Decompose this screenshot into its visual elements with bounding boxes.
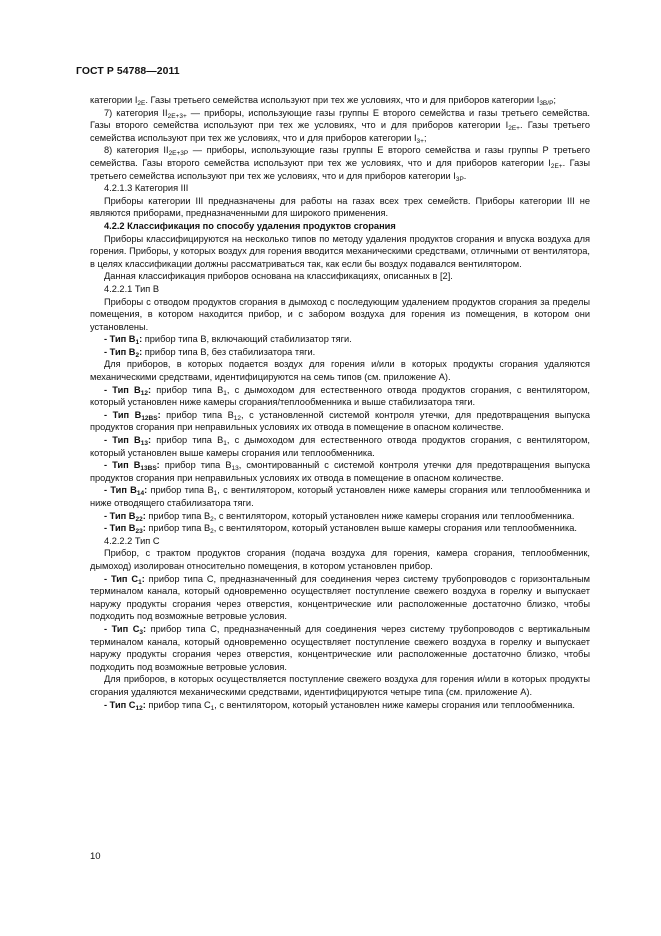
subscript-text: 1 — [223, 440, 227, 448]
paragraph — [90, 434, 590, 459]
subscript-text: 3B/P — [539, 100, 554, 107]
text-run: прибор типа С, предназначенный для соединения через систему трубопроводов с горизонтальным терминалом канала, который одновременно осуществляет поступление свежего воздуха в горелку и выпускает наружу продукты сгорания через отверстия, концентрические или расположенные достаточно близко, чтобы подходить под возможные ветровые условия. — [90, 573, 590, 622]
paragraph — [90, 409, 590, 434]
text-run: категории I — [90, 95, 138, 105]
text-run: . Газы третьего семейства используют при тех же условиях, что и для приборов категории I — [90, 157, 590, 181]
text-run: : — [144, 485, 148, 496]
paragraph — [90, 484, 590, 509]
paragraph — [90, 182, 590, 195]
text-run: , с установленной системой контроля утечки, для предотвращения выпуска продуктов сгорания при неправильных условиях их отвода в помещение в опасном количестве. — [90, 409, 590, 433]
subscript-text: 2E+ — [508, 125, 520, 133]
text-run: , с вентилятором, который установлен ниже камеры сгорания или теплообменника и ниже отводящего стабилизатора тяги. — [90, 485, 590, 508]
paragraph — [90, 459, 590, 484]
text-run: - Тип В — [104, 460, 141, 471]
subscript-text: 13 — [140, 440, 148, 448]
subscript-text: 3+ — [416, 137, 424, 145]
paragraph — [90, 573, 590, 623]
text-run: прибор типа В — [147, 485, 214, 496]
text-run: прибор типа В — [159, 460, 232, 471]
text-run: - Тип В — [104, 334, 136, 345]
subscript-text: 23 — [135, 528, 143, 536]
text-run: . Газы третьего семейства используют при тех же условиях, что и для приборов категории I — [145, 95, 540, 105]
text-run: : — [139, 346, 143, 357]
paragraph — [90, 94, 590, 107]
text-run: Прибор, с трактом продуктов сгорания (подача воздуха для горения, камера сгорания, теплообменник, дымоход) изолирован относительно помещения, в котором установлен прибор. — [90, 548, 590, 571]
text-run: прибор типа В — [145, 510, 211, 521]
text-run: , с вентилятором, который установлен выше камеры сгорания или теплообменника. — [213, 523, 577, 534]
text-run: : — [142, 523, 146, 534]
paragraph — [90, 333, 590, 346]
text-run: : — [156, 460, 160, 471]
subscript-text: 12 — [135, 704, 143, 712]
subscript-text: 3 — [139, 628, 144, 636]
subscript-text: 1 — [138, 578, 142, 586]
text-run: - Тип В — [104, 510, 136, 521]
subscript-text: 2 — [210, 515, 214, 523]
text-run: Приборы с отводом продуктов сгорания в дымоход с последующим удалением продуктов сгорания за пределы помещения, в котором находится прибор, и с забором воздуха для горения из помещения, в котором они установлены. — [90, 296, 590, 332]
text-run: , с дымоходом для естественного отвода продуктов сгорания, с вентилятором, который установлен ниже камеры сгорания/теплообменника и выше стабилизатора тяги. — [90, 384, 591, 408]
subscript-text: 3P — [455, 175, 464, 183]
text-run: прибор типа В — [151, 435, 224, 446]
text-run: - Тип С — [104, 623, 140, 634]
paragraph — [90, 384, 590, 409]
text-run: 4.2.1.3 Категория III — [104, 183, 189, 194]
text-run: : — [142, 699, 146, 710]
paragraph — [90, 195, 590, 220]
paragraph — [90, 283, 590, 296]
page-number: 10 — [90, 851, 101, 862]
text-run: прибор типа В, включающий стабилизатор тяги. — [142, 334, 352, 345]
text-run: - Тип В — [104, 384, 141, 395]
text-run: — приборы, использующие газы группы Е второго семейства и газы третьего семейства. Газы второго семейства используют при тех же условиях, что и для приборов категории I — [90, 107, 590, 131]
subscript-text: 2E+ — [550, 162, 563, 170]
subscript-text: 1 — [210, 704, 215, 712]
paragraph — [90, 346, 590, 359]
subscript-text: 1 — [135, 339, 140, 347]
text-run: прибор типа В, без стабилизатора тяги. — [142, 346, 316, 357]
text-run: - Тип В — [104, 435, 141, 446]
text-run: ; — [423, 132, 427, 143]
subscript-text: 14 — [136, 490, 145, 498]
text-run: 8) категория II — [104, 145, 169, 156]
text-run: ; — [553, 95, 556, 105]
paragraph — [90, 673, 590, 698]
text-run: : — [142, 510, 146, 521]
document-body — [90, 94, 590, 711]
paragraph — [90, 623, 590, 673]
paragraph — [90, 547, 590, 572]
text-run: прибор типа В — [160, 409, 234, 420]
text-run: - Тип С — [104, 699, 136, 710]
paragraph — [90, 522, 590, 535]
paragraph — [90, 233, 590, 271]
paragraph — [90, 699, 590, 712]
subscript-text: 2E — [137, 100, 146, 107]
paragraph — [90, 107, 590, 145]
text-run: . — [463, 170, 467, 181]
text-run: 4.2.2.1 Тип В — [104, 283, 160, 294]
subscript-text: 1 — [213, 490, 218, 498]
text-run: прибор типа В — [145, 523, 211, 534]
paragraph — [90, 220, 590, 233]
text-run: - Тип С — [104, 573, 139, 584]
text-run: прибор типа С, предназначенный для соединения через систему трубопроводов с вертикальным терминалом канала, который одновременно осуществляет поступление свежего воздуха в горелку и выпускает наружу продукты сгорания через отверстия, концентрические или расположенные достаточно близко, чтобы подходить под возможные ветровые условия. — [90, 623, 590, 672]
text-run: — приборы, использующие газы группы Е второго семейства и газы группы Р третьего семейства. Газы второго семейства используют при тех же условиях, что и для приборов категории I — [90, 145, 590, 168]
subscript-text: 2 — [210, 528, 214, 536]
text-run: Приборы классифицируются на несколько типов по методу удаления продуктов сгорания и впуска воздуха для горения. Приборы, у которых воздух для горения вводится механическими средствами, отличными от вентилятора, в целях классификации должны рассматриваться так, как если бы воздух подавался вентилятором. — [90, 233, 590, 269]
subscript-text: 13 — [231, 465, 239, 473]
text-run: 4.2.2 Классификация по способу удаления продуктов сгорания — [104, 220, 396, 231]
text-run: Для приборов, в которых подается воздух для горения и/или в которых продукты сгорания удаляются механическими средствами, идентифицируются на семь типов (см. приложение А). — [90, 359, 590, 383]
text-run: : — [157, 409, 161, 420]
subscript-text: 13BS — [140, 465, 157, 473]
subscript-text: 12BS — [141, 414, 158, 422]
text-run: : — [143, 623, 147, 634]
paragraph — [90, 535, 590, 548]
text-run: . Газы третьего семейства используют при тех же условиях, что и для приборов категории I — [90, 120, 590, 143]
paragraph — [90, 358, 590, 383]
subscript-text: 2 — [135, 351, 140, 359]
paragraph — [90, 510, 590, 523]
text-run: : — [147, 435, 152, 446]
text-run: , с вентилятором, который установлен ниже камеры сгорания или теплообменника. — [214, 699, 575, 710]
subscript-text: 2E+3P — [168, 150, 189, 158]
text-run: : — [139, 334, 143, 345]
text-run: Данная классификация приборов основана на классификациях, описанных в [2]. — [104, 271, 453, 282]
text-run: , с дымоходом для естественного отвода продуктов сгорания, с вентилятором, который установлен выше камеры сгорания или теплообменника. — [90, 435, 591, 458]
document-header: ГОСТ Р 54788—2011 — [76, 66, 180, 77]
text-run: - Тип В — [104, 409, 142, 420]
subscript-text: 12 — [233, 414, 242, 422]
paragraph — [90, 296, 590, 334]
text-run: - Тип В — [104, 346, 136, 357]
subscript-text: 1 — [223, 389, 227, 397]
paragraph — [90, 270, 590, 283]
text-run: прибор типа В — [151, 384, 224, 395]
subscript-text: 12 — [140, 389, 148, 397]
text-run: Приборы категории III предназначены для работы на газах всех трех семейств. Приборы категории III не являются приборами, предназначенными для широкого применения. — [90, 195, 590, 219]
subscript-text: 22 — [135, 515, 143, 523]
text-run: , с вентилятором, который установлен ниже камеры сгорания или теплообменника. — [213, 510, 575, 521]
text-run: 7) категория II — [104, 107, 168, 118]
text-run: 4.2.2.2 Тип С — [104, 535, 160, 546]
paragraph — [90, 144, 590, 182]
text-run: : — [141, 573, 145, 584]
text-run: прибор типа С — [145, 699, 211, 710]
text-run: - Тип В — [104, 523, 136, 534]
text-run: - Тип В — [104, 485, 137, 496]
subscript-text: 2E+3+ — [167, 112, 187, 120]
text-run: Для приборов, в которых осуществляется поступление свежего воздуха для горения и/или в которых продукты сгорания удаляются механическими средствами, идентифицируются четыре типа (см. приложение А). — [90, 674, 590, 697]
text-run: , смонтированный с системой контроля утечки для предотвращения выпуска продуктов сгорания при неправильных условиях их отвода в помещение в опасном количестве. — [90, 460, 590, 483]
text-run: : — [147, 384, 152, 395]
